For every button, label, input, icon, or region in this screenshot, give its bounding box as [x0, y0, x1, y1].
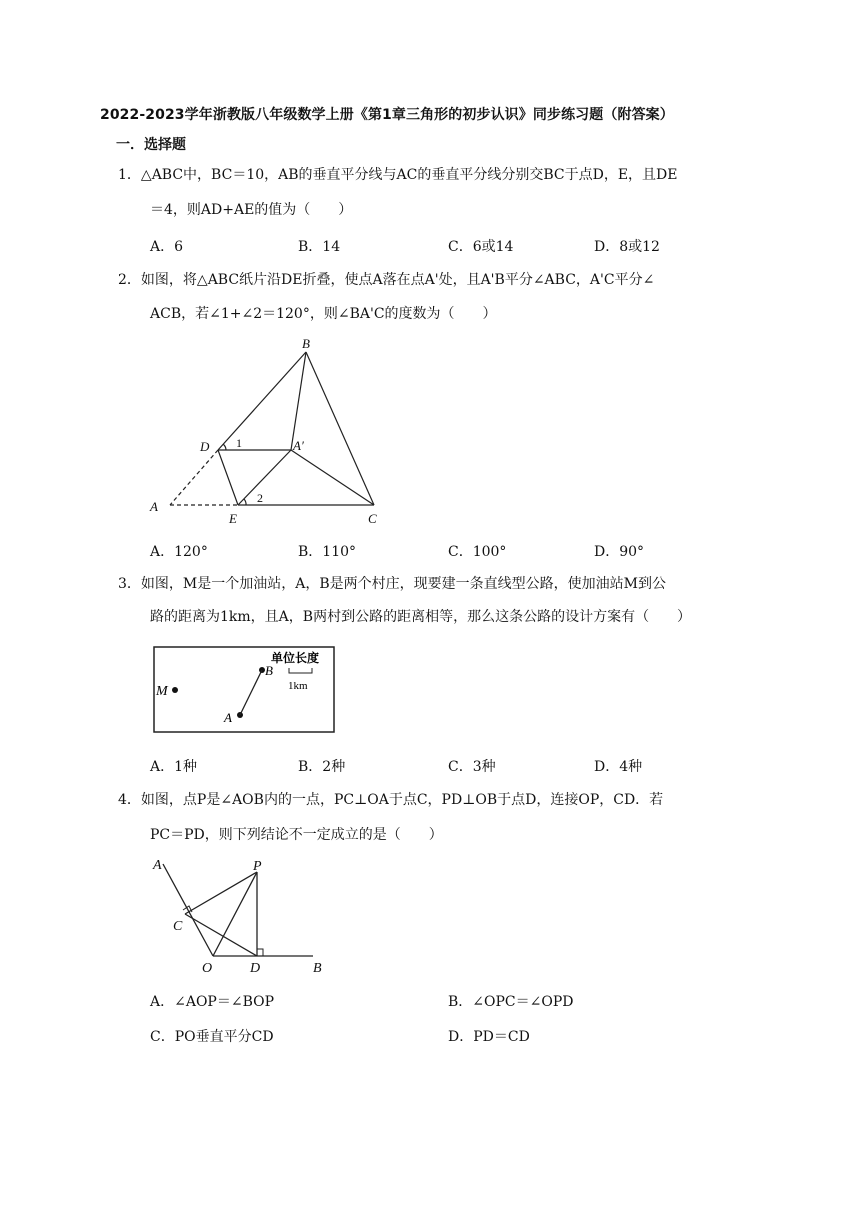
question-4-number: 4．	[118, 792, 141, 808]
question-4-option-c: C．PO垂直平分CD	[150, 1029, 274, 1045]
figure-2-label-a-prime: A′	[293, 438, 304, 453]
figure-4-label-a: A	[153, 858, 162, 873]
question-1-option-b: B．14	[298, 239, 341, 255]
question-1-option-a: A．6	[150, 239, 184, 255]
question-1-text-2: ＝4，则AD+AE的值为（ ）	[150, 202, 353, 218]
question-3-line-1	[118, 574, 666, 594]
figure-2-label-e: E	[229, 511, 237, 526]
question-1-option-c: C．6或14	[448, 239, 514, 255]
figure-2-label-a: A	[150, 499, 158, 514]
figure-3-label-b: B	[265, 663, 273, 678]
figure-3-label-a: A	[224, 710, 232, 725]
figure-2-label-d: D	[200, 439, 210, 454]
figure-4-label-b: B	[313, 961, 322, 976]
question-4-text-2: PC＝PD，则下列结论不一定成立的是（ ）	[150, 827, 443, 843]
question-2-figure	[140, 330, 390, 530]
figure-4-label-o: O	[202, 961, 213, 976]
question-3-option-b: B．2种	[298, 759, 346, 775]
question-4-line-1	[118, 790, 663, 810]
figure-3-unit-label: 单位长度	[271, 651, 320, 665]
figure-4-label-d: D	[250, 961, 261, 976]
figure-3-label-m: M	[156, 684, 168, 699]
document-title: 2022-2023学年浙教版八年级数学上册《第1章三角形的初步认识》同步练习题（附答案）	[100, 107, 674, 123]
question-3-number: 3．	[118, 576, 141, 592]
figure-2-label-c: C	[368, 511, 377, 526]
question-1-text-1: △ABC中，BC＝10，AB的垂直平分线与AC的垂直平分线分别交BC于点D，E，且DE	[140, 167, 678, 183]
question-4-figure	[145, 852, 335, 976]
question-1-line-1	[118, 165, 678, 185]
figure-3-scale-label: 1km	[288, 680, 308, 692]
question-3-option-a: A．1种	[150, 759, 198, 775]
question-2-option-b: B．110°	[298, 544, 357, 560]
question-4-text-1: 如图，点P是∠AOB内的一点，PC⊥OA于点C，PD⊥OB于点D，连接OP，CD．若	[140, 792, 664, 808]
question-2-line-1	[118, 270, 654, 290]
section-heading: 一．选择题	[116, 137, 186, 153]
question-3-text-2: 路的距离为1km，且A，B两村到公路的距离相等，那么这条公路的设计方案有（ ）	[150, 609, 692, 625]
question-1-option-d: D．8或12	[594, 239, 660, 255]
question-4-option-d: D．PD＝CD	[448, 1029, 530, 1045]
figure-2-label-b: B	[302, 336, 310, 351]
question-2-text-2: ACB，若∠1+∠2＝120°，则∠BA'C的度数为（ ）	[150, 306, 497, 322]
question-2-option-d: D．90°	[594, 544, 645, 560]
figure-4-label-c: C	[173, 919, 183, 934]
question-2-option-c: C．100°	[448, 544, 507, 560]
question-3-figure	[150, 643, 340, 735]
question-3-option-d: D．4种	[594, 759, 643, 775]
figure-4-label-p: P	[253, 859, 262, 874]
question-2-text-1: 如图，将△ABC纸片沿DE折叠，使点A落在点A'处，且A'B平分∠ABC，A'C平分∠	[140, 272, 655, 288]
question-4-option-a: A．∠AOP＝∠BOP	[150, 994, 275, 1010]
question-1-number: 1．	[118, 167, 141, 183]
question-3-option-c: C．3种	[448, 759, 496, 775]
question-4-option-b: B．∠OPC＝∠OPD	[448, 994, 574, 1010]
figure-2-angle-2: 2	[257, 491, 263, 505]
figure-2-angle-1: 1	[236, 436, 242, 450]
question-2-number: 2．	[118, 272, 141, 288]
question-2-option-a: A．120°	[150, 544, 208, 560]
question-3-text-1: 如图，M是一个加油站，A，B是两个村庄，现要建一条直线型公路，使加油站M到公	[140, 576, 666, 592]
